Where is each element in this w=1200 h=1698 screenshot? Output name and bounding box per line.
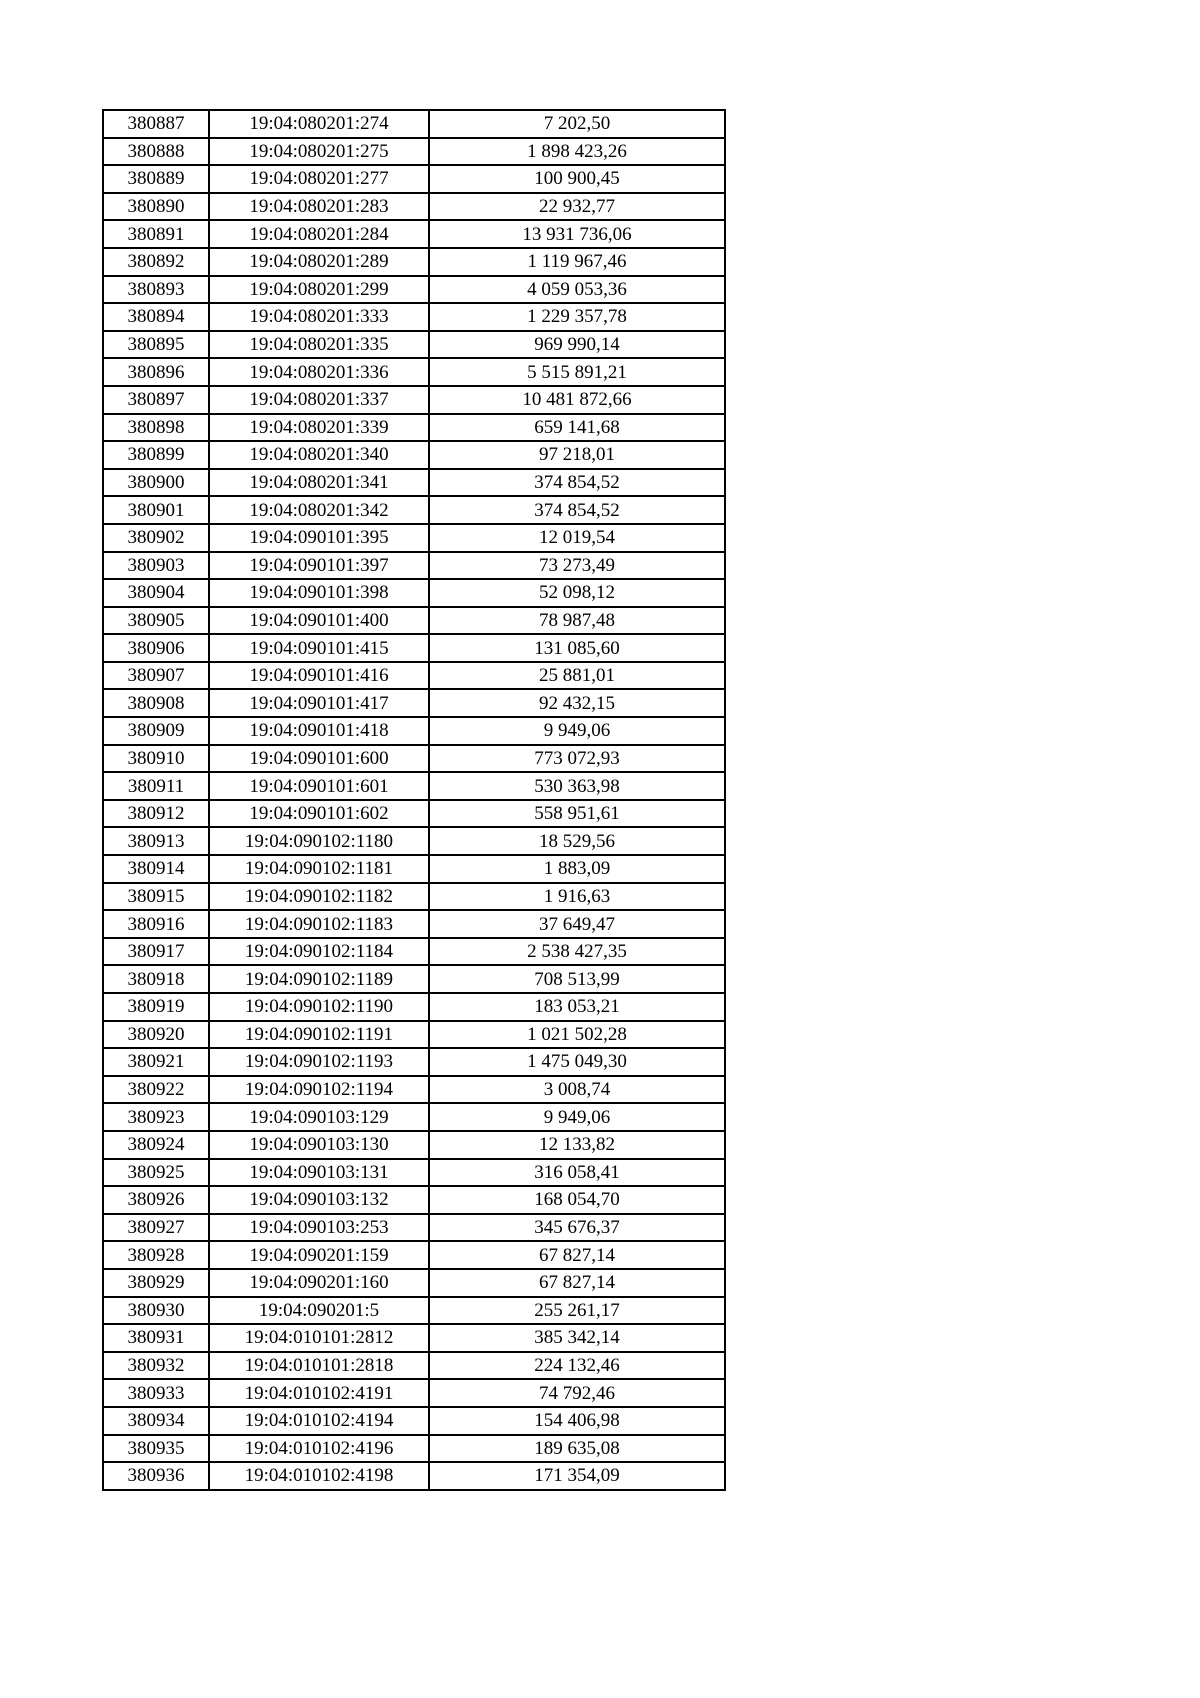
table-row	[103, 579, 725, 607]
table-row	[103, 1103, 725, 1131]
table-row	[103, 1076, 725, 1104]
cadastral-number-cell: 19:04:010102:4198	[209, 1462, 429, 1490]
cadastral-number-cell: 19:04:090103:132	[209, 1186, 429, 1214]
value-cell: 1 021 502,28	[429, 1021, 725, 1049]
table-row	[103, 138, 725, 166]
cadastral-number-cell: 19:04:010102:4191	[209, 1379, 429, 1407]
row-number-cell: 380914	[103, 855, 209, 883]
row-number-cell: 380931	[103, 1324, 209, 1352]
table-row	[103, 552, 725, 580]
value-cell: 385 342,14	[429, 1324, 725, 1352]
value-cell: 3 008,74	[429, 1076, 725, 1104]
value-cell: 67 827,14	[429, 1269, 725, 1297]
table-row	[103, 662, 725, 690]
row-number-cell: 380888	[103, 138, 209, 166]
value-cell: 1 883,09	[429, 855, 725, 883]
table-row	[103, 193, 725, 221]
table-row	[103, 855, 725, 883]
row-number-cell: 380932	[103, 1352, 209, 1380]
cadastral-number-cell: 19:04:090101:418	[209, 717, 429, 745]
row-number-cell: 380923	[103, 1103, 209, 1131]
value-cell: 2 538 427,35	[429, 938, 725, 966]
value-cell: 9 949,06	[429, 717, 725, 745]
value-cell: 13 931 736,06	[429, 220, 725, 248]
table-row	[103, 220, 725, 248]
row-number-cell: 380930	[103, 1297, 209, 1325]
row-number-cell: 380912	[103, 800, 209, 828]
cadastral-number-cell: 19:04:080201:289	[209, 248, 429, 276]
cadastral-number-cell: 19:04:010102:4194	[209, 1407, 429, 1435]
table-row	[103, 607, 725, 635]
table-row	[103, 993, 725, 1021]
table-body	[103, 110, 725, 1490]
row-number-cell: 380909	[103, 717, 209, 745]
table-row	[103, 276, 725, 304]
row-number-cell: 380893	[103, 276, 209, 304]
table-row	[103, 358, 725, 386]
cadastral-number-cell: 19:04:090103:253	[209, 1214, 429, 1242]
cadastral-number-cell: 19:04:090101:600	[209, 745, 429, 773]
cadastral-number-cell: 19:04:010101:2818	[209, 1352, 429, 1380]
row-number-cell: 380891	[103, 220, 209, 248]
row-number-cell: 380908	[103, 689, 209, 717]
row-number-cell: 380901	[103, 496, 209, 524]
row-number-cell: 380917	[103, 938, 209, 966]
row-number-cell: 380929	[103, 1269, 209, 1297]
value-cell: 100 900,45	[429, 165, 725, 193]
cadastral-number-cell: 19:04:080201:342	[209, 496, 429, 524]
value-cell: 73 273,49	[429, 552, 725, 580]
value-cell: 18 529,56	[429, 827, 725, 855]
value-cell: 773 072,93	[429, 745, 725, 773]
value-cell: 1 898 423,26	[429, 138, 725, 166]
cadastral-number-cell: 19:04:090102:1181	[209, 855, 429, 883]
value-cell: 183 053,21	[429, 993, 725, 1021]
table-row	[103, 938, 725, 966]
cadastral-number-cell: 19:04:080201:335	[209, 331, 429, 359]
cadastral-number-cell: 19:04:090103:130	[209, 1131, 429, 1159]
value-cell: 708 513,99	[429, 965, 725, 993]
value-cell: 1 475 049,30	[429, 1048, 725, 1076]
row-number-cell: 380900	[103, 469, 209, 497]
value-cell: 12 019,54	[429, 524, 725, 552]
row-number-cell: 380906	[103, 634, 209, 662]
row-number-cell: 380922	[103, 1076, 209, 1104]
table-row	[103, 1379, 725, 1407]
cadastral-number-cell: 19:04:080201:336	[209, 358, 429, 386]
table-row	[103, 800, 725, 828]
cadastral-number-cell: 19:04:080201:275	[209, 138, 429, 166]
value-cell: 530 363,98	[429, 772, 725, 800]
cadastral-number-cell: 19:04:090101:397	[209, 552, 429, 580]
table-row	[103, 883, 725, 911]
cadastral-number-cell: 19:04:090201:159	[209, 1241, 429, 1269]
row-number-cell: 380918	[103, 965, 209, 993]
table-row	[103, 717, 725, 745]
table-row	[103, 414, 725, 442]
table-row	[103, 1324, 725, 1352]
table-row	[103, 745, 725, 773]
table-row	[103, 1462, 725, 1490]
row-number-cell: 380887	[103, 110, 209, 138]
value-cell: 4 059 053,36	[429, 276, 725, 304]
cadastral-number-cell: 19:04:090101:416	[209, 662, 429, 690]
cadastral-number-cell: 19:04:090201:5	[209, 1297, 429, 1325]
value-cell: 374 854,52	[429, 469, 725, 497]
value-cell: 9 949,06	[429, 1103, 725, 1131]
row-number-cell: 380934	[103, 1407, 209, 1435]
table-row	[103, 1297, 725, 1325]
value-cell: 37 649,47	[429, 910, 725, 938]
row-number-cell: 380925	[103, 1159, 209, 1187]
row-number-cell: 380924	[103, 1131, 209, 1159]
cadastral-number-cell: 19:04:010101:2812	[209, 1324, 429, 1352]
cadastral-number-cell: 19:04:090102:1183	[209, 910, 429, 938]
row-number-cell: 380921	[103, 1048, 209, 1076]
row-number-cell: 380926	[103, 1186, 209, 1214]
value-cell: 1 916,63	[429, 883, 725, 911]
value-cell: 374 854,52	[429, 496, 725, 524]
table-row	[103, 1407, 725, 1435]
value-cell: 969 990,14	[429, 331, 725, 359]
row-number-cell: 380902	[103, 524, 209, 552]
row-number-cell: 380913	[103, 827, 209, 855]
cadastral-number-cell: 19:04:090102:1182	[209, 883, 429, 911]
value-cell: 189 635,08	[429, 1435, 725, 1463]
table-row	[103, 165, 725, 193]
cadastral-number-cell: 19:04:080201:340	[209, 441, 429, 469]
cadastral-number-cell: 19:04:080201:333	[209, 303, 429, 331]
cadastral-number-cell: 19:04:080201:299	[209, 276, 429, 304]
cadastral-number-cell: 19:04:090101:398	[209, 579, 429, 607]
cadastral-number-cell: 19:04:080201:283	[209, 193, 429, 221]
cadastral-number-cell: 19:04:090101:395	[209, 524, 429, 552]
table-row	[103, 469, 725, 497]
value-cell: 67 827,14	[429, 1241, 725, 1269]
row-number-cell: 380907	[103, 662, 209, 690]
value-cell: 74 792,46	[429, 1379, 725, 1407]
row-number-cell: 380903	[103, 552, 209, 580]
table-row	[103, 524, 725, 552]
row-number-cell: 380915	[103, 883, 209, 911]
row-number-cell: 380928	[103, 1241, 209, 1269]
table-row	[103, 689, 725, 717]
table-row	[103, 110, 725, 138]
row-number-cell: 380905	[103, 607, 209, 635]
table-row	[103, 1186, 725, 1214]
table-row	[103, 331, 725, 359]
table-row	[103, 248, 725, 276]
cadastral-number-cell: 19:04:010102:4196	[209, 1435, 429, 1463]
row-number-cell: 380890	[103, 193, 209, 221]
cadastral-number-cell: 19:04:090103:129	[209, 1103, 429, 1131]
value-cell: 659 141,68	[429, 414, 725, 442]
row-number-cell: 380899	[103, 441, 209, 469]
cadastral-number-cell: 19:04:090101:601	[209, 772, 429, 800]
value-cell: 5 515 891,21	[429, 358, 725, 386]
row-number-cell: 380933	[103, 1379, 209, 1407]
row-number-cell: 380935	[103, 1435, 209, 1463]
row-number-cell: 380916	[103, 910, 209, 938]
table-row	[103, 1214, 725, 1242]
row-number-cell: 380911	[103, 772, 209, 800]
cadastral-number-cell: 19:04:090102:1189	[209, 965, 429, 993]
value-cell: 171 354,09	[429, 1462, 725, 1490]
value-cell: 25 881,01	[429, 662, 725, 690]
table-row	[103, 386, 725, 414]
row-number-cell: 380904	[103, 579, 209, 607]
table-row	[103, 910, 725, 938]
table-row	[103, 1269, 725, 1297]
cadastral-number-cell: 19:04:090103:131	[209, 1159, 429, 1187]
row-number-cell: 380889	[103, 165, 209, 193]
value-cell: 10 481 872,66	[429, 386, 725, 414]
value-cell: 7 202,50	[429, 110, 725, 138]
table-row	[103, 1159, 725, 1187]
table-row	[103, 1131, 725, 1159]
cadastral-number-cell: 19:04:090101:415	[209, 634, 429, 662]
cadastral-number-cell: 19:04:090101:400	[209, 607, 429, 635]
row-number-cell: 380936	[103, 1462, 209, 1490]
value-cell: 168 054,70	[429, 1186, 725, 1214]
row-number-cell: 380896	[103, 358, 209, 386]
value-cell: 92 432,15	[429, 689, 725, 717]
cadastral-number-cell: 19:04:090102:1190	[209, 993, 429, 1021]
value-cell: 255 261,17	[429, 1297, 725, 1325]
cadastral-number-cell: 19:04:080201:277	[209, 165, 429, 193]
value-cell: 131 085,60	[429, 634, 725, 662]
cadastral-number-cell: 19:04:090101:417	[209, 689, 429, 717]
row-number-cell: 380897	[103, 386, 209, 414]
value-cell: 224 132,46	[429, 1352, 725, 1380]
row-number-cell: 380920	[103, 1021, 209, 1049]
value-cell: 12 133,82	[429, 1131, 725, 1159]
cadastral-number-cell: 19:04:080201:337	[209, 386, 429, 414]
row-number-cell: 380898	[103, 414, 209, 442]
cadastral-number-cell: 19:04:080201:274	[209, 110, 429, 138]
value-cell: 1 229 357,78	[429, 303, 725, 331]
table-row	[103, 441, 725, 469]
cadastral-number-cell: 19:04:090102:1184	[209, 938, 429, 966]
cadastral-number-cell: 19:04:080201:341	[209, 469, 429, 497]
cadastral-value-table	[102, 109, 726, 1491]
table-row	[103, 965, 725, 993]
cadastral-number-cell: 19:04:090201:160	[209, 1269, 429, 1297]
table-row	[103, 772, 725, 800]
value-cell: 345 676,37	[429, 1214, 725, 1242]
row-number-cell: 380919	[103, 993, 209, 1021]
value-cell: 316 058,41	[429, 1159, 725, 1187]
table-row	[103, 1021, 725, 1049]
table-row	[103, 1352, 725, 1380]
table-row	[103, 1048, 725, 1076]
table-row	[103, 496, 725, 524]
table-row	[103, 827, 725, 855]
value-cell: 52 098,12	[429, 579, 725, 607]
row-number-cell: 380895	[103, 331, 209, 359]
value-cell: 558 951,61	[429, 800, 725, 828]
value-cell: 78 987,48	[429, 607, 725, 635]
table-row	[103, 303, 725, 331]
value-cell: 22 932,77	[429, 193, 725, 221]
table-row	[103, 634, 725, 662]
cadastral-number-cell: 19:04:080201:284	[209, 220, 429, 248]
cadastral-number-cell: 19:04:080201:339	[209, 414, 429, 442]
row-number-cell: 380894	[103, 303, 209, 331]
row-number-cell: 380910	[103, 745, 209, 773]
table-row	[103, 1435, 725, 1463]
cadastral-number-cell: 19:04:090102:1193	[209, 1048, 429, 1076]
value-cell: 1 119 967,46	[429, 248, 725, 276]
cadastral-number-cell: 19:04:090101:602	[209, 800, 429, 828]
cadastral-number-cell: 19:04:090102:1191	[209, 1021, 429, 1049]
row-number-cell: 380927	[103, 1214, 209, 1242]
value-cell: 97 218,01	[429, 441, 725, 469]
cadastral-number-cell: 19:04:090102:1180	[209, 827, 429, 855]
table-row	[103, 1241, 725, 1269]
value-cell: 154 406,98	[429, 1407, 725, 1435]
row-number-cell: 380892	[103, 248, 209, 276]
cadastral-number-cell: 19:04:090102:1194	[209, 1076, 429, 1104]
